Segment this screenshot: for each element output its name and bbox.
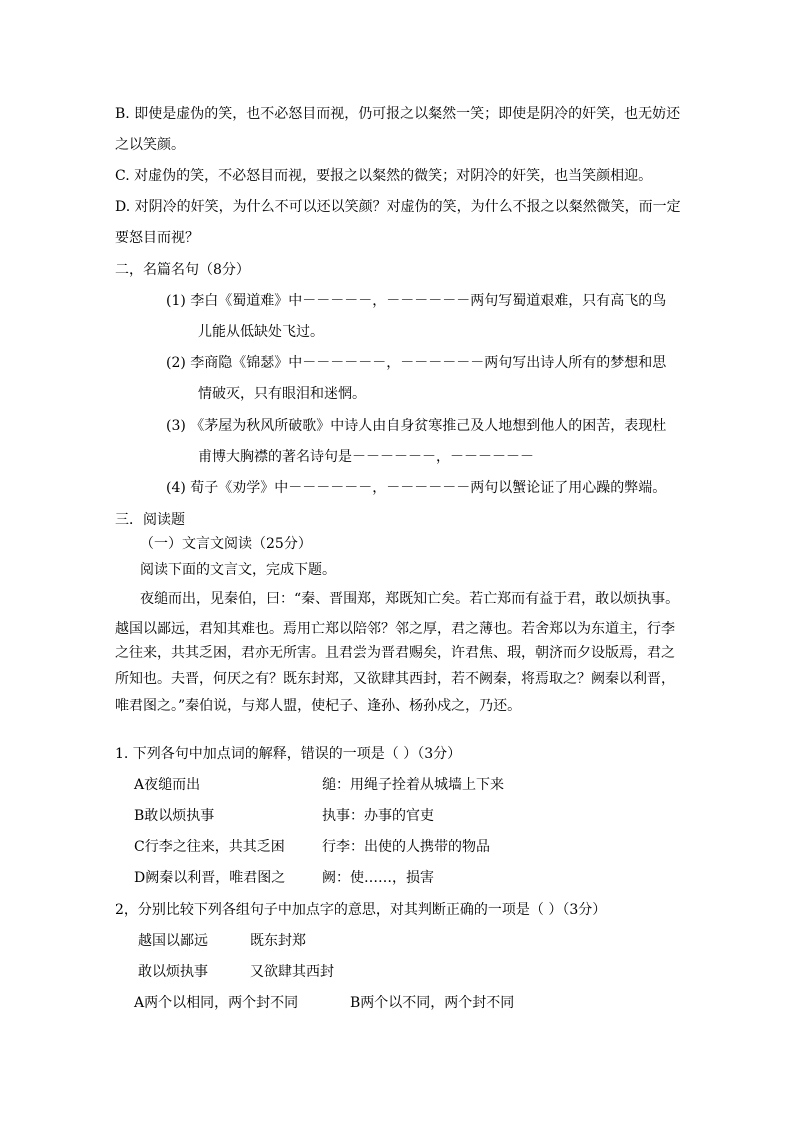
passage-line: 之往来，共其乏困，君亦无所害。且君尝为晋君赐矣，许君焦、瑕，朝济而夕设版焉，君之 bbox=[115, 645, 675, 661]
question2-pair2-b: 又欲肆其西封 bbox=[250, 964, 334, 980]
question2-pair1-a: 越国以鄙远 bbox=[138, 933, 208, 949]
section3-heading: 三．阅读题 bbox=[115, 512, 185, 528]
passage-line: 所知也。夫晋，何厌之有？既东封郑，又欲肆其西封，若不阙秦，将焉取之？阙秦以利晋， bbox=[115, 671, 675, 687]
passage-line: 夜缒而出，见秦伯，曰：“秦、晋围郑，郑既知亡矣。若亡郑而有益于君，敢以烦执事。 bbox=[140, 591, 680, 607]
question2-stem: 2，分别比较下列各组句子中加点字的意思，对其判断正确的一项是（ ）（3分） bbox=[115, 902, 607, 918]
item-3-line1: (3) 《茅屋为秋风所破歌》中诗人由自身贫寒推己及人地想到他人的困苦，表现杜 bbox=[166, 418, 667, 434]
question1-option-b-explain: 执事：办事的官吏 bbox=[322, 808, 434, 824]
item-1-line2: 儿能从低缺处飞过。 bbox=[198, 324, 324, 340]
passage-line: 越国以鄙远，君知其难也。焉用亡郑以陪邻？邻之厚，君之薄也。若舍郑以为东道主，行李 bbox=[115, 621, 675, 637]
option-d-line1: D. 对阴冷的奸笑，为什么不可以还以笑颜？对虚伪的笑，为什么不报之以粲然微笑，而一定 bbox=[115, 199, 681, 215]
question1-stem: 1. 下列各句中加点词的解释，错误的一项是（ ）（3分） bbox=[115, 746, 462, 762]
question1-option-a-explain: 缒：用绳子拴着从城墙上下来 bbox=[322, 777, 504, 793]
option-b-line1: B. 即使是虚伪的笑，也不必怒目而视，仍可报之以粲然一笑；即使是阴冷的奸笑，也无妨还 bbox=[115, 106, 681, 122]
question1-option-b-text: B敢以烦执事 bbox=[134, 808, 215, 824]
passage-line: 唯君图之。”秦伯说，与郑人盟，使杞子、逢孙、杨孙戍之，乃还。 bbox=[115, 698, 522, 714]
question1-option-d-explain: 阙：使……，损害 bbox=[322, 870, 434, 886]
option-d-line2: 要怒目而视？ bbox=[115, 230, 199, 246]
question2-answer-b: B两个以不同，两个封不同 bbox=[350, 995, 515, 1011]
item-2-line1: (2) 李商隐《锦瑟》中－－－－－－，－－－－－－两句写出诗人所有的梦想和思 bbox=[166, 355, 667, 371]
question1-option-c-explain: 行李：出使的人携带的物品 bbox=[322, 839, 490, 855]
item-4-line1: (4) 荀子《劝学》中－－－－－－，－－－－－－两句以蟹论证了用心躁的弊端。 bbox=[166, 480, 667, 496]
item-3-line2: 甫博大胸襟的著名诗句是－－－－－－，－－－－－－ bbox=[198, 449, 534, 465]
section3-subheading: （一）文言文阅读（25分） bbox=[140, 536, 312, 552]
item-2-line2: 情破灭，只有眼泪和迷惘。 bbox=[198, 386, 366, 402]
question2-answer-a: A两个以相同，两个封不同 bbox=[134, 995, 299, 1011]
question1-option-d-text: D阙秦以利晋，唯君图之 bbox=[134, 870, 286, 886]
option-c: C. 对虚伪的笑，不必怒目而视，要报之以粲然的微笑；对阴冷的奸笑，也当笑颜相迎。 bbox=[115, 168, 653, 184]
question2-pair2-a: 敢以烦执事 bbox=[138, 964, 208, 980]
question2-pair1-b: 既东封郑 bbox=[250, 933, 306, 949]
option-b-line2: 之以笑颜。 bbox=[115, 137, 185, 153]
section2-heading: 二，名篇名句（8分） bbox=[115, 262, 250, 278]
section3-instruction: 阅读下面的文言文，完成下题。 bbox=[140, 562, 336, 578]
question1-option-a-text: A夜缒而出 bbox=[134, 777, 201, 793]
item-1-line1: (1) 李白《蜀道难》中－－－－－，－－－－－－两句写蜀道艰难，只有高飞的鸟 bbox=[166, 293, 667, 309]
question1-option-c-text: C行李之往来，共其乏困 bbox=[134, 839, 285, 855]
